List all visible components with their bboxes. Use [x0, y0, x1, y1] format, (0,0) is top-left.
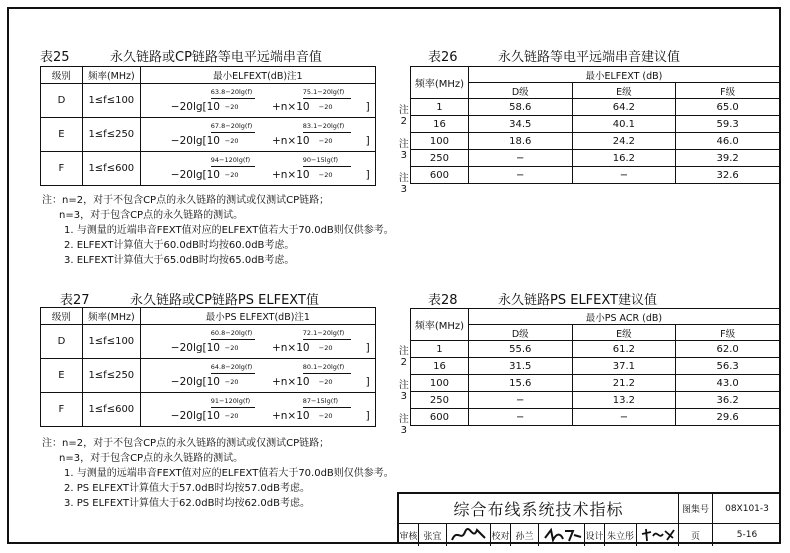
table-row: 100 18.6 24.2 46.0: [411, 133, 780, 150]
review-name: 张宜: [419, 524, 447, 546]
table-row: E 1≤f≤250 64.8−20lg(f) −20 80.1−20lg(f) −20 −20lg[10 +n×10 ] 注3: [41, 359, 376, 393]
atlas-number: 08X101-3: [713, 494, 781, 524]
table-row: D 1≤f≤100 63.8−20lg(f) −20 75.1−20lg(f) −20 −20lg[10 +n×10 ] 注2: [41, 84, 376, 118]
table-row: 600 − − 32.6: [411, 167, 780, 184]
table-header: 频率(MHz): [82, 67, 140, 84]
notes-block-2: 注：n=2，对于不包含CP点的永久链路的测试或仅测试CP链路； n=3，对于包含CP点的永久链路的测试。 1. 与测量的远端串音FEXT值对应的ELFEXT值若大于70.0dB则仅供参考。 2. PS ELFEXT计算值大于57.0dB时均按57.0dB考虑。 3. PS ELFEXT计算值大于62.0dB时均按62.0dB考虑。: [42, 438, 394, 509]
table-header: 最小ELFEXT(dB)注1: [140, 67, 375, 84]
table-header: 级别: [41, 308, 83, 325]
design-signature: [637, 524, 679, 546]
check-label: 校对: [491, 524, 511, 546]
drawing-title: 综合布线系统技术指标: [399, 494, 679, 524]
table26-title: 表26 永久链路等电平远端串音建议值: [428, 50, 681, 65]
formula: 91−120lg(f) −20 87−15lg(f) −20 −20lg[10 +n×10 ] 注3: [170, 397, 409, 436]
table25: [40, 66, 409, 195]
table-row: 16 34.5 40.1 59.3: [411, 116, 780, 133]
table26: 频率(MHz) 最小ELFEXT (dB) D级 E级 F级 1 58.6 64.2 65.0 16 34.5 40.1 59.3 100 18.6 24.2 46.0 250 − 16.2 39.2 600 − − 32.6: [410, 66, 780, 184]
formula: 63.8−20lg(f) −20 75.1−20lg(f) −20 −20lg[10 +n×10 ] 注2: [170, 88, 409, 127]
design-name: 朱立彤: [605, 524, 637, 546]
check-name: 孙兰: [511, 524, 539, 546]
table-header: 频率(MHz): [82, 308, 140, 325]
check-signature: [539, 524, 585, 546]
formula: 64.8−20lg(f) −20 80.1−20lg(f) −20 −20lg[10 +n×10 ] 注3: [170, 363, 409, 402]
design-label: 设计: [585, 524, 605, 546]
review-label: 审核: [399, 524, 419, 546]
table28-title: 表28 永久链路PS ELFEXT建议值: [428, 293, 657, 308]
table-row: E 1≤f≤250 67.8−20lg(f) −20 83.1−20lg(f) −20 −20lg[10 +n×10 ] 注3: [41, 118, 376, 152]
table-row: 600 − − 29.6: [411, 409, 780, 426]
table-row: 250 − 13.2 36.2: [411, 392, 780, 409]
table27-title: 表27 永久链路或CP链路PS ELFEXT值: [60, 293, 319, 308]
formula: 60.8−20lg(f) −20 72.1−20lg(f) −20 −20lg[10 +n×10 ] 注2: [170, 329, 409, 368]
formula: 94−120lg(f) −20 90−15lg(f) −20 −20lg[10 +n×10 ] 注3: [170, 156, 409, 195]
table-row: 100 15.6 21.2 43.0: [411, 375, 780, 392]
table-row: 16 31.5 37.1 56.3: [411, 358, 780, 375]
table-row: 1 55.6 61.2 62.0: [411, 341, 780, 358]
page-label: 页: [679, 524, 713, 546]
table-header: 级别: [41, 67, 83, 84]
table28: 频率(MHz) 最小PS ACR (dB) D级 E级 F级 1 55.6 61.2 62.0 16 31.5 37.1 56.3 100 15.6 21.2 43.0 250 − 13.2 36.2 600 − − 29.6: [410, 308, 780, 426]
table-row: F 1≤f≤600 94−120lg(f) −20 90−15lg(f) −20 −20lg[10 +n×10 ] 注3: [41, 152, 376, 186]
table27: [40, 307, 409, 436]
table-row: 250 − 16.2 39.2: [411, 150, 780, 167]
table-row: F 1≤f≤600 91−120lg(f) −20 87−15lg(f) −20 −20lg[10 +n×10 ] 注3: [41, 393, 376, 427]
page-number: 5-16: [736, 530, 758, 540]
table25-title: 表25 永久链路或CP链路等电平远端串音值: [40, 50, 322, 65]
table-row: D 1≤f≤100 60.8−20lg(f) −20 72.1−20lg(f) −20 −20lg[10 +n×10 ] 注2: [41, 325, 376, 359]
notes-block-1: 注：n=2，对于不包含CP点的永久链路的测试或仅测试CP链路； n=3，对于包含CP点的永久链路的测试。 1. 与测量的近端串音FEXT值对应的ELFEXT值若大于70.0dB则仅供参考。 2. ELFEXT计算值大于60.0dB时均按60.0dB考虑。 3. ELFEXT计算值大于65.0dB时均按65.0dB考虑。: [42, 195, 394, 266]
table-header: 最小PS ELFEXT(dB)注1: [140, 308, 375, 325]
table-row: 1 58.6 64.2 65.0: [411, 99, 780, 116]
atlas-label: 图集号: [679, 494, 713, 524]
review-signature: [447, 524, 491, 546]
title-block: [397, 492, 779, 544]
formula: 67.8−20lg(f) −20 83.1−20lg(f) −20 −20lg[10 +n×10 ] 注3: [170, 122, 409, 161]
